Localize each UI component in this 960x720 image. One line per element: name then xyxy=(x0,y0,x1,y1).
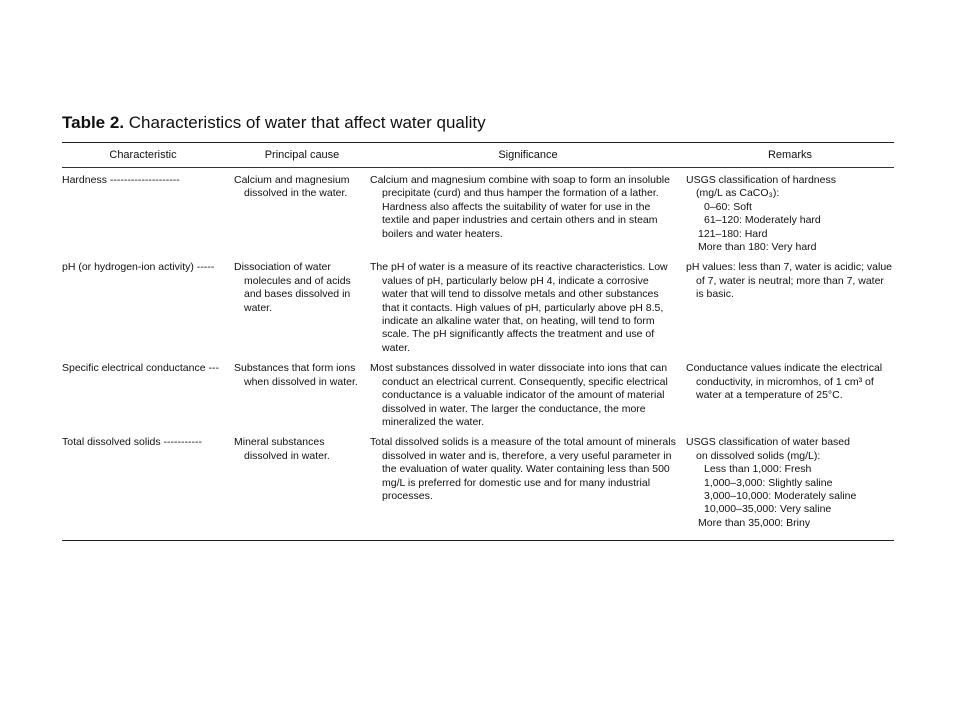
cell-principal-cause: Substances that form ions when dissolved in water. xyxy=(234,362,358,388)
cell-principal-cause: Dissociation of water molecules and of acids and bases dissolved in water. xyxy=(234,261,351,314)
header-principal-cause: Principal cause xyxy=(264,149,340,161)
cell-remarks xyxy=(686,436,894,530)
cell-principal-cause: Mineral substances dissolved in water. xyxy=(234,436,330,462)
header-remarks: Remarks xyxy=(767,149,812,161)
remarks-line: USGS classification of hardness xyxy=(686,174,836,186)
cell-significance: Most substances dissolved in water dissociate into ions that can conduct an electrical current. Consequently, specific electrical conductance is a valuable indicator of the amount of material dissolved in water. The larger the conductance, the more mineralized the water. xyxy=(370,362,668,428)
cell-remarks: Conductance values indicate the electrical conductivity, in micromhos, of 1 cm³ of water at a temperature of 25°C. xyxy=(686,362,883,402)
table-row xyxy=(62,261,894,355)
cell-significance: Calcium and magnesium combine with soap to form an insoluble precipitate (curd) and thus hamper the formation of a lather. Hardness also affects the suitability of water for use in the textile and paper industries and certain others and in steam boilers and water heaters. xyxy=(370,174,670,240)
cell-principal-cause: Calcium and magnesium dissolved in the water. xyxy=(234,174,350,200)
bottom-rule xyxy=(62,540,894,541)
remarks-line: on dissolved solids (mg/L): xyxy=(696,449,821,462)
remarks-line: 121–180: Hard xyxy=(698,227,768,240)
cell-characteristic: pH (or hydrogen-ion activity) ----- xyxy=(62,261,215,274)
remarks-line: 61–120: Moderately hard xyxy=(704,214,821,227)
remarks-line: More than 180: Very hard xyxy=(698,241,817,254)
remarks-line: (mg/L as CaCO₃): xyxy=(696,187,780,200)
table-row xyxy=(62,174,894,254)
cell-significance: Total dissolved solids is a measure of the total amount of minerals dissolved in water and is, therefore, a very useful parameter in the evaluation of water quality. Water containing less than 500 mg/L is preferred for domestic use and for many industrial processes. xyxy=(370,436,676,502)
remarks-line: More than 35,000: Briny xyxy=(698,516,811,529)
remarks-line: Less than 1,000: Fresh xyxy=(704,463,812,476)
table-number: Table 2. xyxy=(62,113,125,132)
remarks-line: 0–60: Soft xyxy=(704,200,752,213)
cell-remarks xyxy=(686,174,894,254)
table-row xyxy=(62,436,894,530)
cell-significance: The pH of water is a measure of its reactive characteristics. Low values of pH, particularly below pH 4, indicate a corrosive water that will tend to dissolve metals and other substances that it contacts. High values of pH, particularly above pH 8.5, indicate an alkaline water that, on heating, will tend to form scale. The pH significantly affects the treatment and use of water. xyxy=(370,261,668,354)
cell-characteristic: Total dissolved solids ----------- xyxy=(62,436,203,449)
table-title xyxy=(62,112,894,134)
table-body xyxy=(62,168,894,530)
remarks-line: USGS classification of water based xyxy=(686,436,850,449)
table-row xyxy=(62,362,894,429)
cell-remarks: pH values: less than 7, water is acidic; value of 7, water is neutral; more than 7, water is basic. xyxy=(686,261,893,301)
table-caption: Characteristics of water that affect water quality xyxy=(128,113,486,132)
cell-characteristic: Specific electrical conductance --- xyxy=(62,362,219,375)
table-header xyxy=(62,143,894,167)
remarks-line: 10,000–35,000: Very saline xyxy=(704,503,832,516)
header-significance: Significance xyxy=(498,149,558,161)
cell-characteristic: Hardness -------------------- xyxy=(62,174,180,186)
header-characteristic: Characteristic xyxy=(109,149,177,161)
document-page xyxy=(62,112,894,541)
remarks-line: 1,000–3,000: Slightly saline xyxy=(704,476,833,489)
remarks-line: 3,000–10,000: Moderately saline xyxy=(704,489,857,502)
